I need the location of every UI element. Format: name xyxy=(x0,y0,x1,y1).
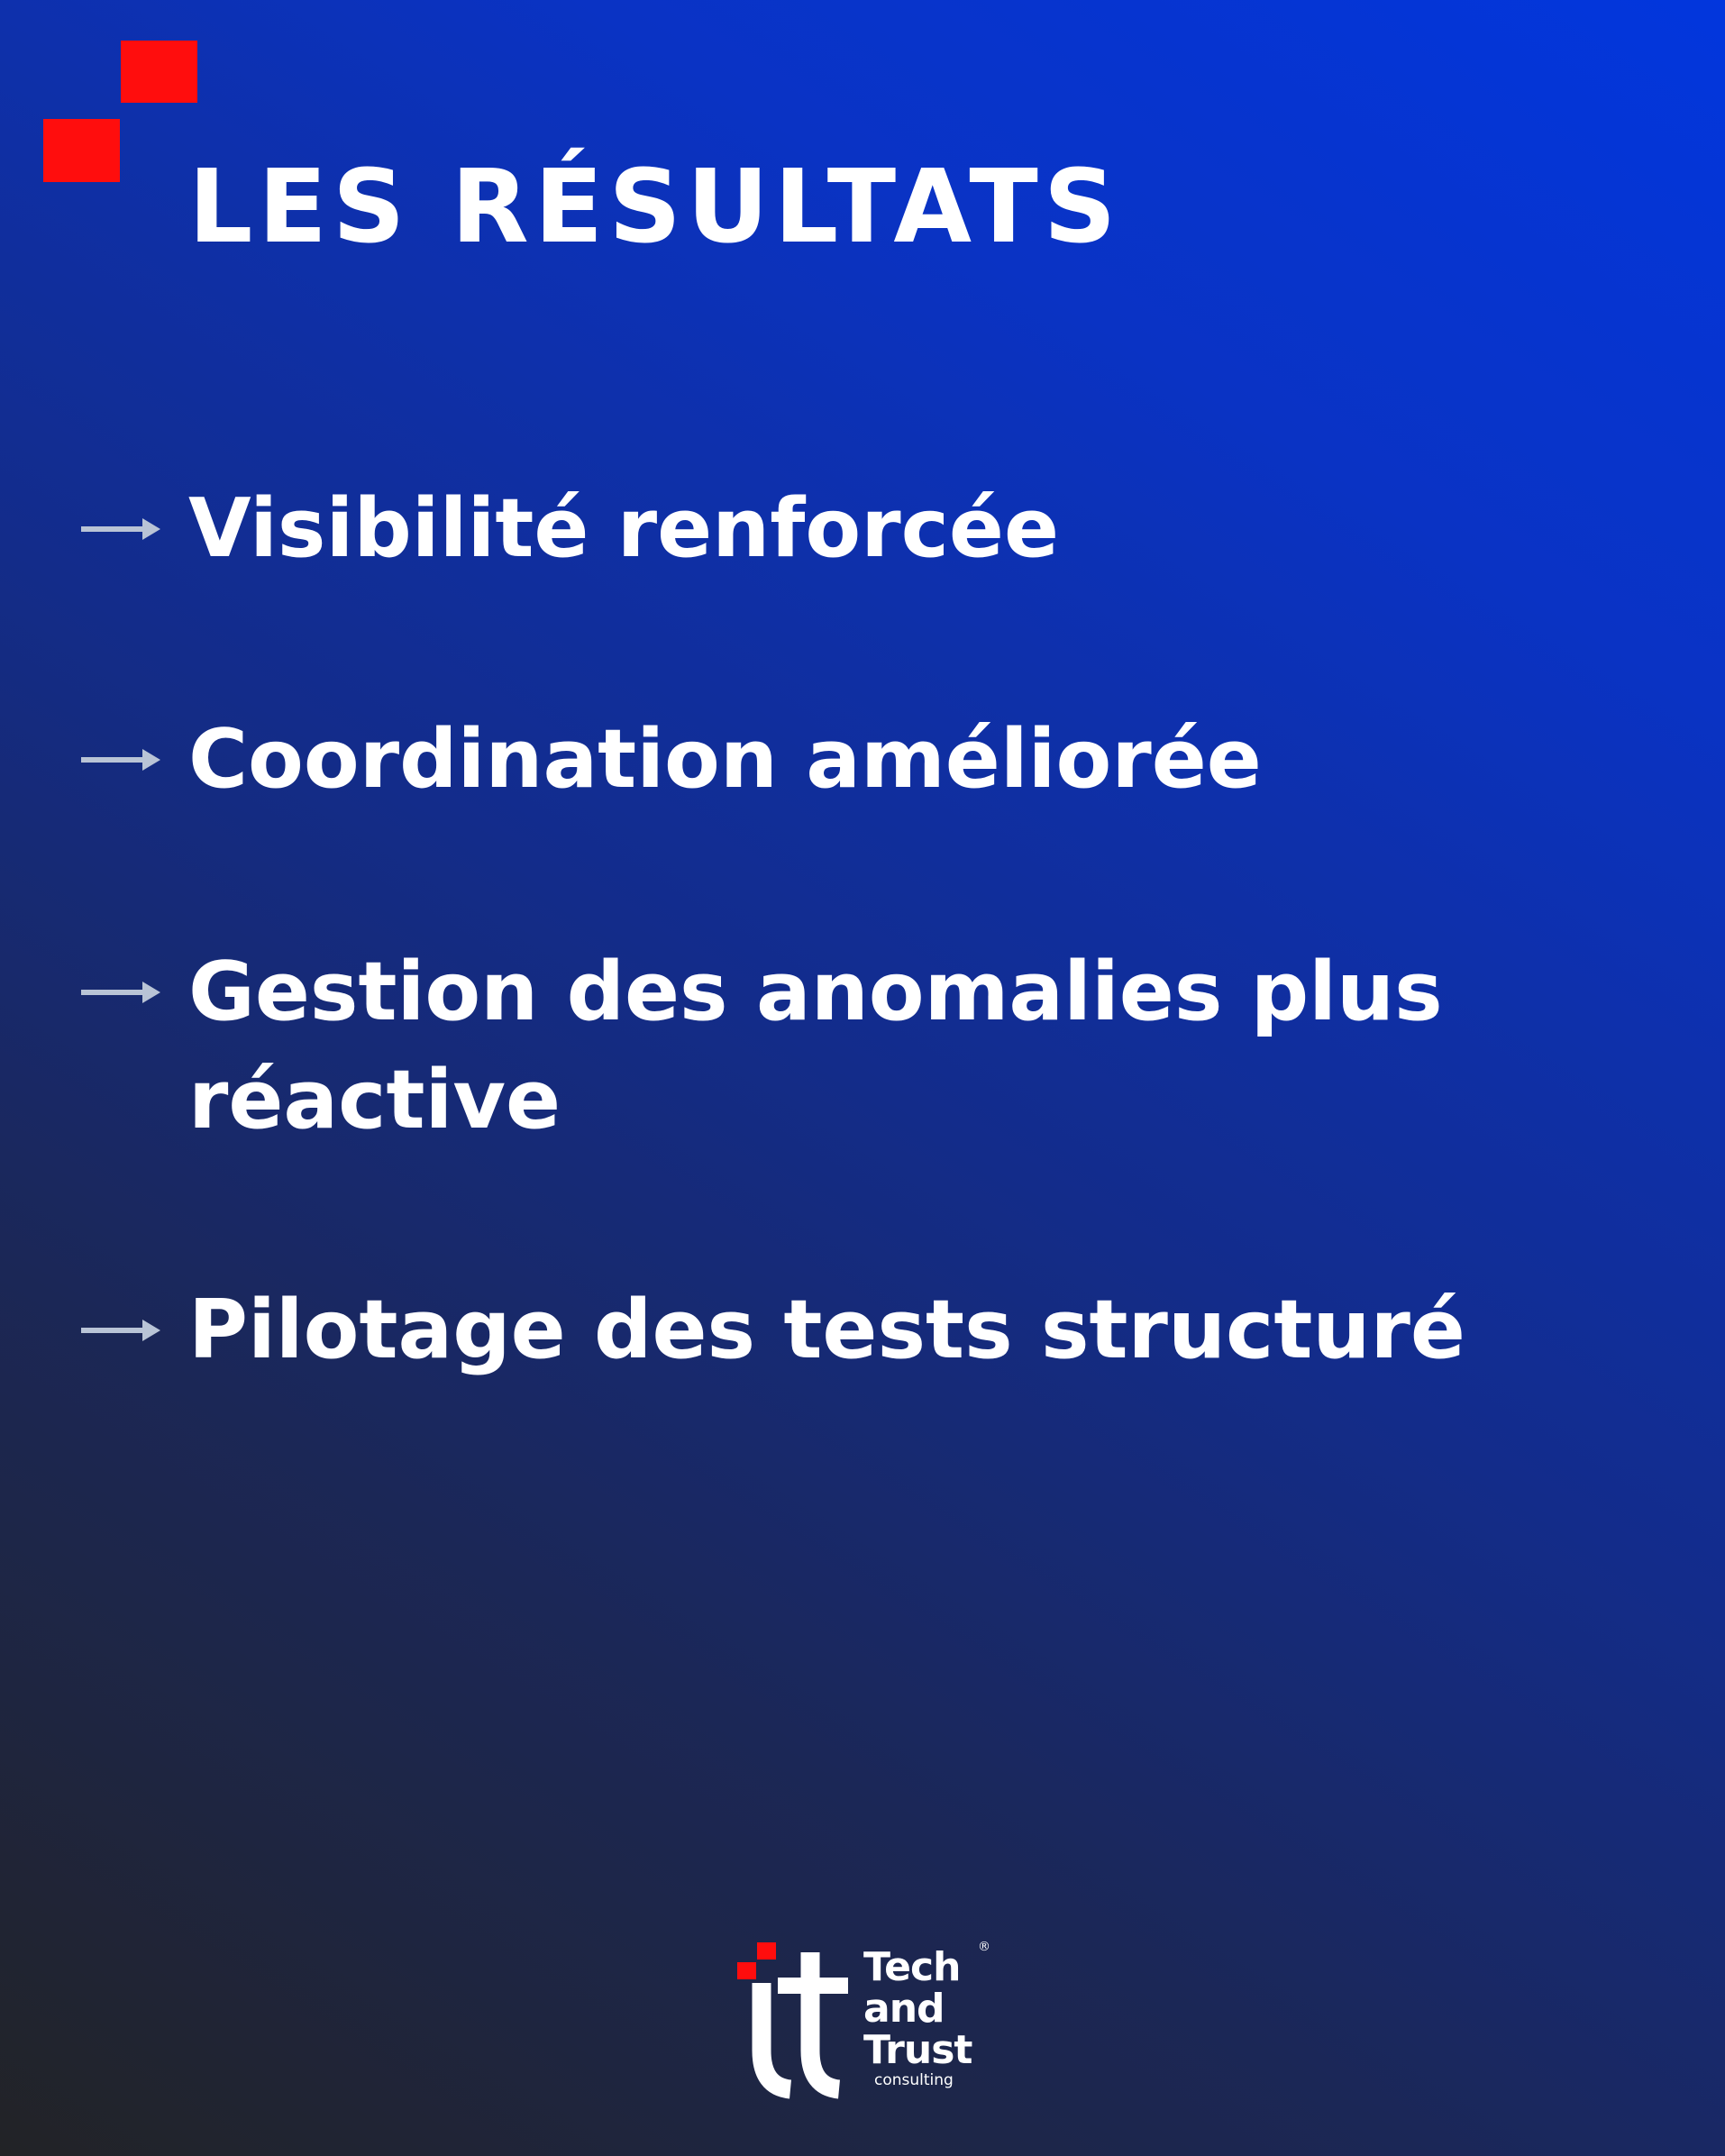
arrow-right-icon xyxy=(81,516,160,543)
result-label: Visibilité renforcée xyxy=(188,481,1060,576)
tech-and-trust-logo xyxy=(735,1938,996,2100)
arrow-right-icon xyxy=(81,979,160,1006)
registered-mark: ® xyxy=(978,1940,990,1954)
result-label: Pilotage des tests structuré xyxy=(188,1283,1465,1377)
logo-text-consulting: consulting xyxy=(874,2071,954,2089)
logo-text-and: and xyxy=(863,1986,945,2032)
logo-tt-mark-icon xyxy=(735,1938,861,2100)
logo-wordmark xyxy=(863,1944,999,2089)
page-title: LES RÉSULTATS xyxy=(188,149,1122,266)
arrow-right-icon xyxy=(81,1317,160,1344)
logo-text-tech: Tech xyxy=(863,1944,961,1990)
result-label: Gestion des anomalies plus réactive xyxy=(188,945,1443,1147)
result-label: Coordination améliorée xyxy=(188,712,1262,807)
logo-text-trust: Trust xyxy=(863,2027,972,2073)
arrow-right-icon xyxy=(81,746,160,773)
